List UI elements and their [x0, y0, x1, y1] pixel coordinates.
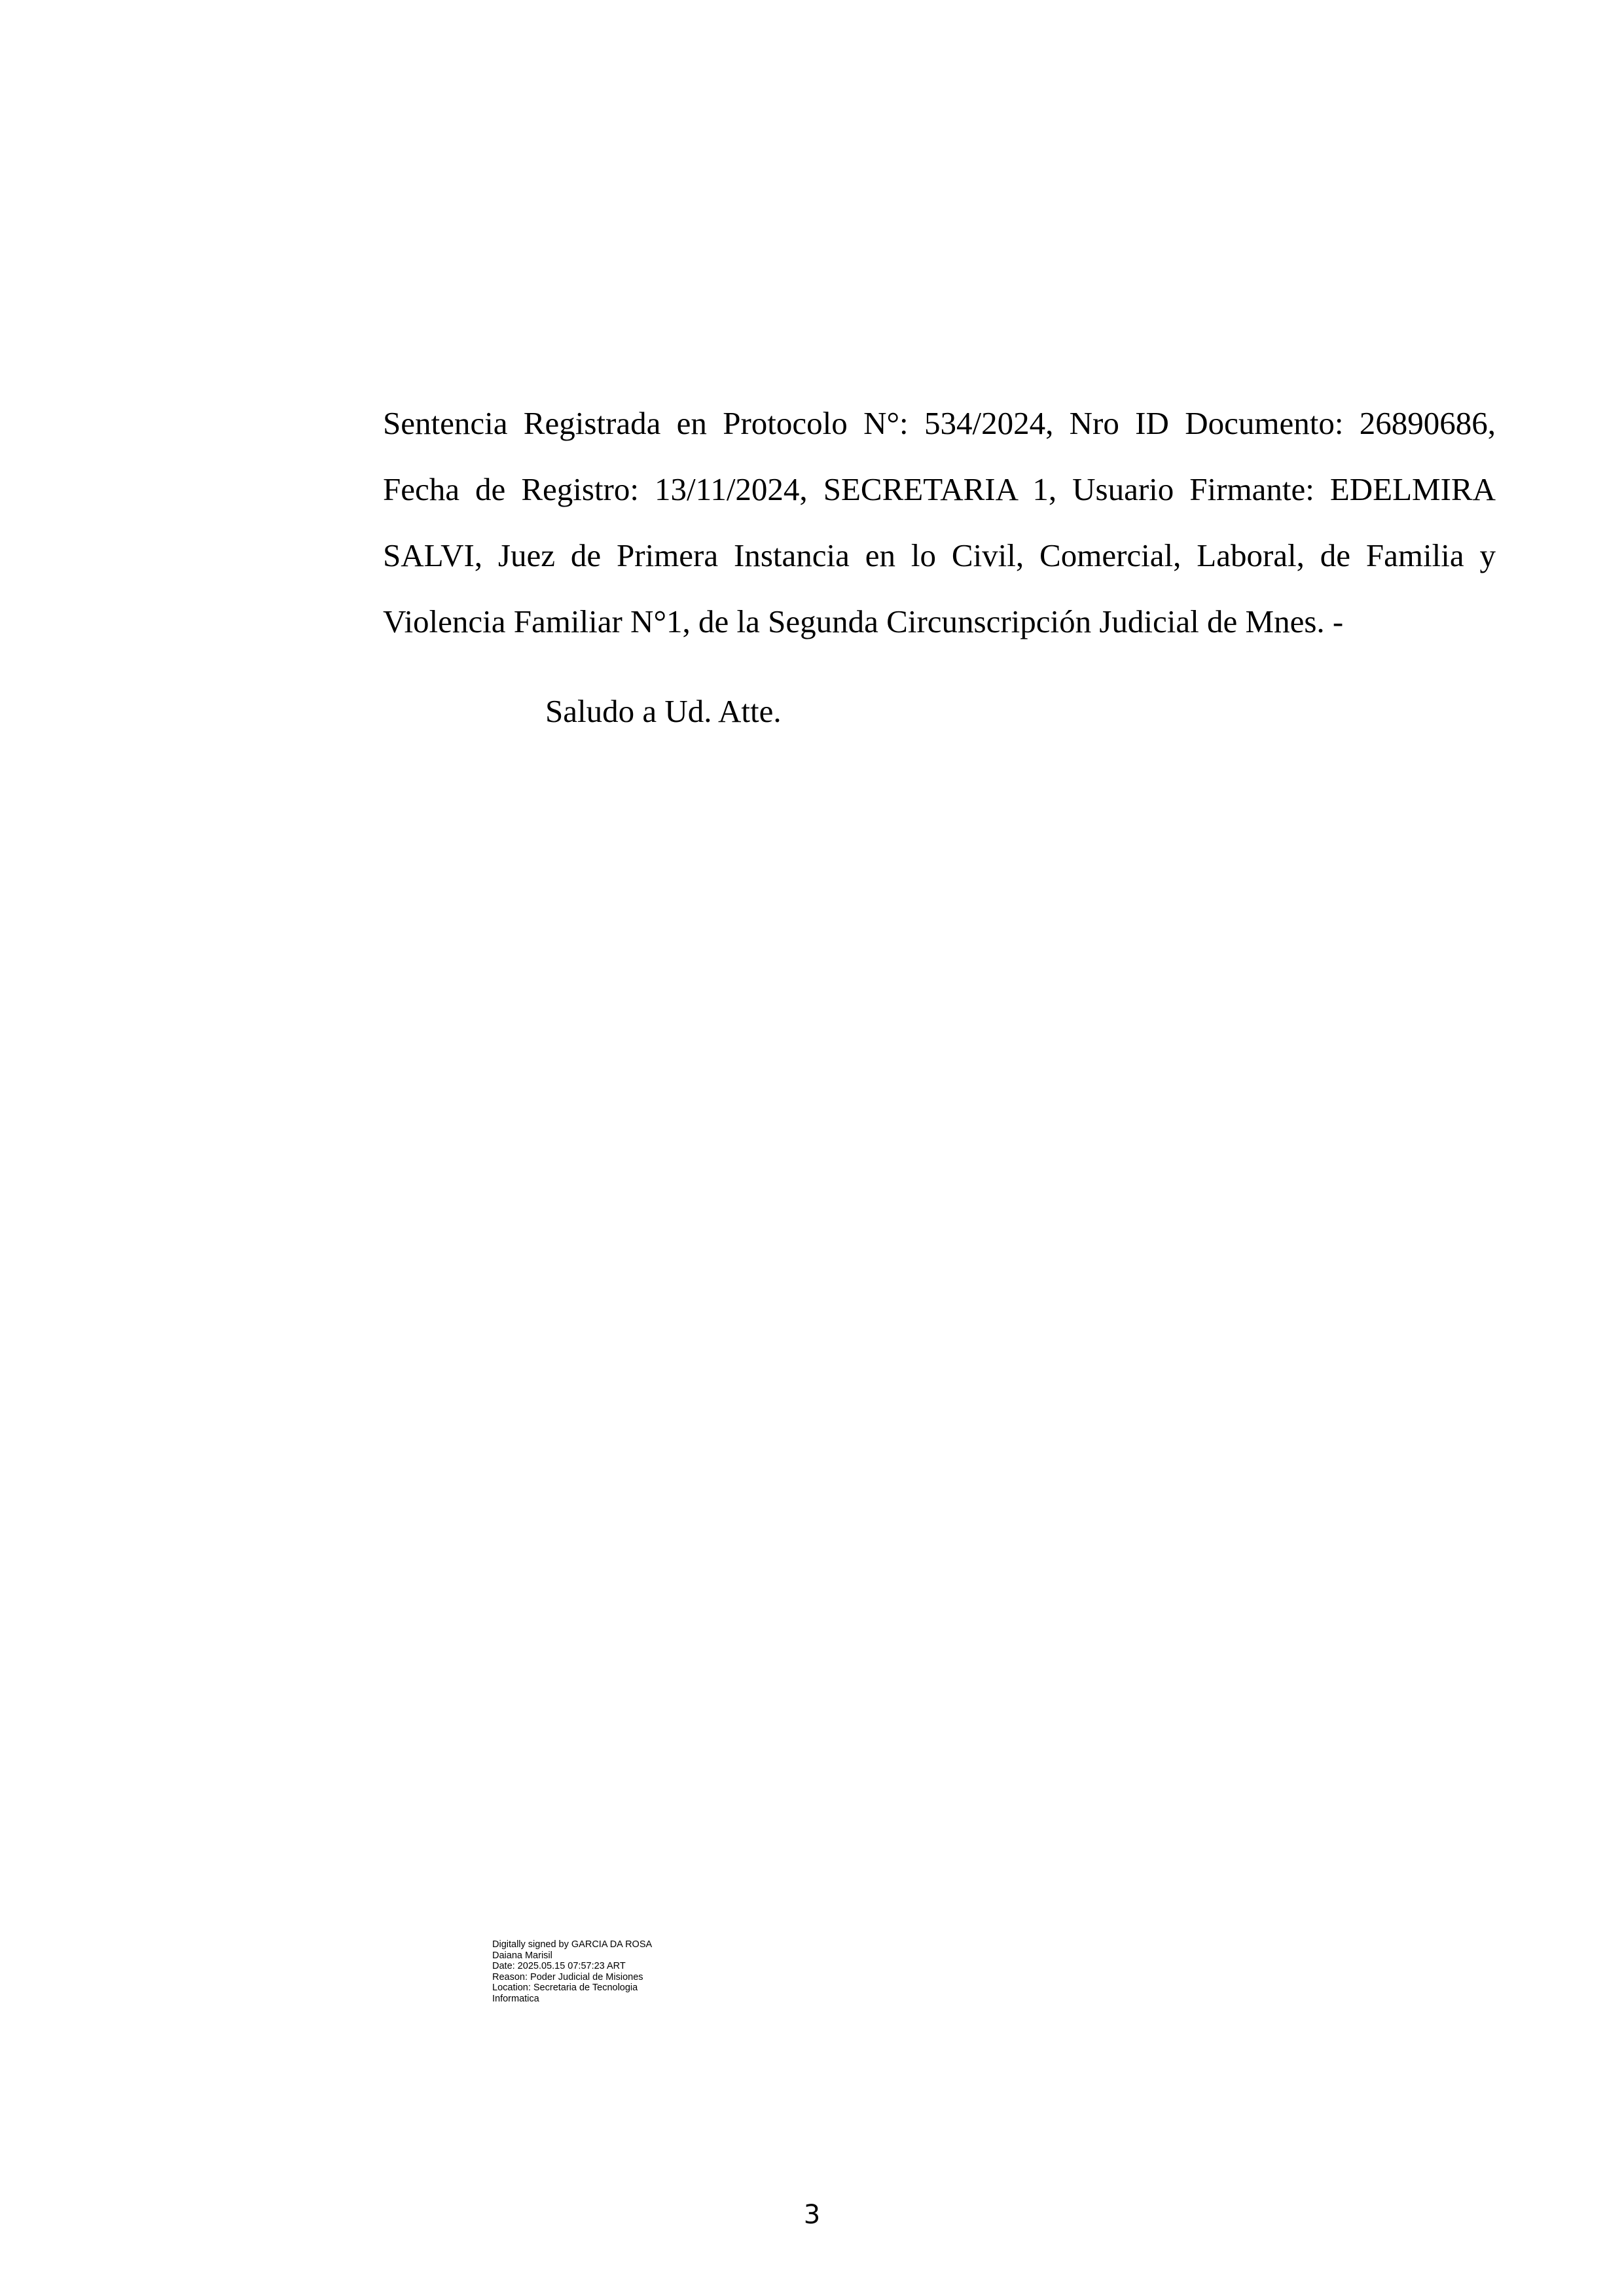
- paragraph-line: Fecha de Registro: 13/11/2024, SECRETARIA 1, Usuario Firmante: EDELMIRA: [383, 471, 1496, 507]
- signature-line: Date: 2025.05.15 07:57:23 ART: [492, 1961, 626, 1971]
- signature-line: Daiana Marisil: [492, 1950, 552, 1961]
- registration-paragraph: [383, 390, 1496, 655]
- paragraph-line: Sentencia Registrada en Protocolo N°: 534/2024, Nro ID Documento: 26890686,: [383, 405, 1496, 441]
- closing-salutation: Saludo a Ud. Atte.: [545, 693, 782, 729]
- signature-line: Informatica: [492, 1993, 539, 2004]
- signature-line: Reason: Poder Judicial de Misiones: [492, 1971, 643, 1982]
- paragraph-line: Violencia Familiar N°1, de la Segunda Circunscripción Judicial de Mnes. -: [383, 603, 1344, 639]
- digital-signature-block: [492, 1939, 715, 2004]
- signature-line: Location: Secretaria de Tecnologia: [492, 1982, 638, 1993]
- signature-line: Digitally signed by GARCIA DA ROSA: [492, 1939, 653, 1950]
- paragraph-line: SALVI, Juez de Primera Instancia en lo Civil, Comercial, Laboral, de Familia y: [383, 537, 1496, 573]
- page-number: 3: [803, 2200, 821, 2230]
